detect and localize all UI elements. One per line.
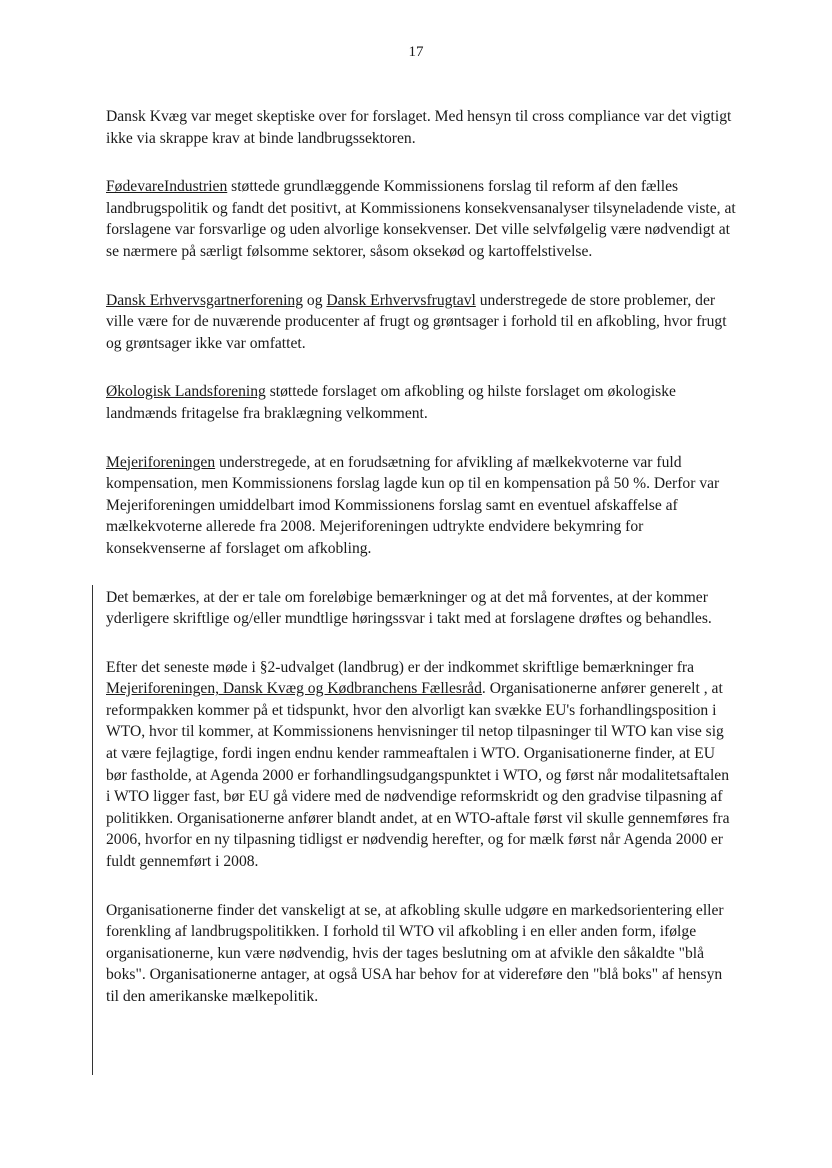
- paragraph-p1: [106, 106, 736, 149]
- paragraph-p7: [106, 657, 736, 873]
- paragraph-text: . Organisationerne anfører generelt , at reformpakken kommer på et tidspunkt, hvor den alvorligt kan svække EU's forhandlingsposition i WTO, hvor til kommer, at Kommissionens henvisninger til netop tilpasninger til WTO kan vise sig at være fejlagtige, fordi ingen endnu kender rammeaftalen i WTO. Organisationerne finder, at EU bør fastholde, at Agenda 2000 er forhandlingsudgangspunktet i WTO, og først når modalitetsaftalen i WTO ligger fast, bør EU gå videre med de nødvendige reformskridt og den gradvise tilpasning af politikken. Organisationerne anfører blandt andet, at en WTO-aftale først vil skulle gennemføres fra 2006, hvorfor en ny tilpasning tidligst er nødvendig herefter, og for mælk først når Agenda 2000 er fuldt gennemført i 2008.: [106, 680, 730, 871]
- paragraph-text: Dansk Kvæg var meget skeptiske over for forslaget. Med hensyn til cross compliance var det vigtigt ikke via skrappe krav at binde landbrugssektoren.: [106, 108, 732, 147]
- paragraph-text: og: [303, 291, 327, 309]
- paragraph-text: støttede forslaget om afkobling og hilste forslaget om økologiske landmænds fritagelse fra braklægning velkomment.: [106, 383, 676, 422]
- underlined-organization-name: Mejeriforeningen: [106, 453, 216, 471]
- paragraph-p3: [106, 290, 736, 355]
- paragraph-p2: [106, 176, 736, 262]
- underlined-organization-name: FødevareIndustrien: [106, 178, 228, 196]
- underlined-organization-name: Mejeriforeningen, Dansk Kvæg og Kødbranchens Fællesråd: [106, 680, 482, 698]
- paragraph-p4: [106, 381, 736, 424]
- paragraph-p5: [106, 452, 736, 560]
- document-body: [106, 106, 736, 1008]
- paragraph-text: Efter det seneste møde i §2-udvalget (landbrug) er der indkommet skriftlige bemærkninger fra: [106, 658, 695, 676]
- paragraph-text: støttede grundlæggende Kommissionens forslag til reform af den fælles landbrugspolitik og fandt det positivt, at Kommissionens konsekvensanalyser tilsyneladende viste, at forslagene var forsvarlige og uden alvorlige konsekvenser. Det ville selvfølgelig være nødvendigt at se nærmere på særligt følsomme sektorer, såsom oksekød og kartoffelstivelse.: [106, 178, 736, 260]
- paragraph-text: understregede, at en forudsætning for afvikling af mælkekvoterne var fuld kompensation, men Kommissionens forslag lagde kun op til en kompensation på 50 %. Derfor var Mejeriforeningen umiddelbart imod Kommissionens forslag samt en eventuel afskaffelse af mælkekvoterne allerede fra 2008. Mejeriforeningen udtrykte endvidere bekymring for konsekvenserne af forslaget om afkobling.: [106, 453, 720, 557]
- paragraph-text: understregede de store problemer, der ville være for de nuværende producenter af frugt og grøntsager i forhold til en afkobling, hvor frugt og grøntsager ikke var omfattet.: [106, 291, 727, 352]
- paragraph-text: Det bemærkes, at der er tale om foreløbige bemærkninger og at det må forventes, at der kommer yderligere skriftlige og/eller mundtlige høringssvar i takt med at forslagene drøftes og behandles.: [106, 588, 712, 628]
- margin-change-bar: [92, 585, 93, 1075]
- underlined-organization-name: Økologisk Landsforening: [106, 383, 266, 401]
- underlined-organization-name: Dansk Erhvervsfrugtavl: [326, 291, 476, 309]
- paragraph-p8: [106, 900, 736, 1008]
- underlined-organization-name: Dansk Erhvervsgartnerforening: [106, 291, 304, 309]
- paragraph-p6: [106, 587, 736, 630]
- page-number: 17: [408, 44, 424, 60]
- paragraph-text: Organisationerne finder det vanskeligt at se, at afkobling skulle udgøre en markedsorientering eller forenkling af landbrugspolitikken. I forhold til WTO vil afkobling i en eller anden form, ifølge organisationerne, kun være nødvendig, hvis der tages beslutning om at afvikle den såkaldte "blå boks". Organisationerne antager, at også USA har behov for at videreføre den "blå boks" af hensyn til den amerikanske mælkepolitik.: [106, 901, 724, 1005]
